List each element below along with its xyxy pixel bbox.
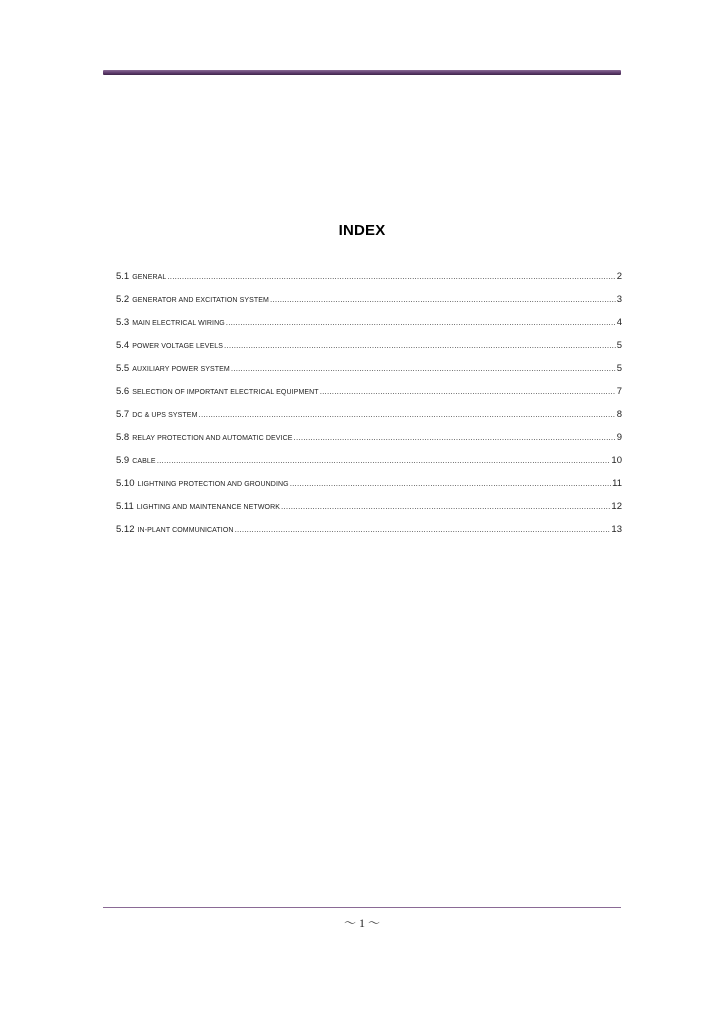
- toc-entry-title: CABLE: [132, 458, 156, 465]
- toc-entry-number: 5.11: [116, 501, 134, 512]
- toc-entry[interactable]: [116, 501, 622, 524]
- toc-entry-number: 5.12: [116, 524, 135, 535]
- toc-dot-leader: [167, 272, 615, 281]
- toc-dot-leader: [226, 318, 616, 327]
- toc-entry[interactable]: [116, 432, 622, 455]
- toc-entry-title: GENERATOR AND EXCITATION SYSTEM: [132, 297, 269, 304]
- toc-entry-number: 5.10: [116, 478, 135, 489]
- toc-entry-title: POWER VOLTAGE LEVELS: [132, 343, 224, 350]
- toc-dot-leader: [235, 525, 611, 534]
- toc-entry-title: DC & UPS SYSTEM: [132, 412, 198, 419]
- toc-entry[interactable]: [116, 455, 622, 478]
- toc-dot-leader: [157, 456, 611, 465]
- header-bar: [103, 70, 621, 75]
- toc-entry-page: 9: [616, 432, 622, 443]
- toc-dot-leader: [231, 364, 616, 373]
- toc-entry-number: 5.3: [116, 317, 130, 328]
- toc-entry[interactable]: [116, 271, 622, 294]
- toc-entry[interactable]: [116, 317, 622, 340]
- toc-entry-title: RELAY PROTECTION AND AUTOMATIC DEVICE: [132, 435, 293, 442]
- toc-entry-title: SELECTION OF IMPORTANT ELECTRICAL EQUIPMENT: [132, 389, 319, 396]
- page-number: ～ 1 ～: [343, 916, 380, 930]
- footer-rule: [103, 907, 621, 908]
- toc-entry-number: 5.8: [116, 432, 130, 443]
- toc-entry[interactable]: [116, 478, 622, 501]
- toc-entry[interactable]: [116, 386, 622, 409]
- toc-entry-number: 5.6: [116, 386, 130, 397]
- toc-entry[interactable]: [116, 409, 622, 432]
- toc-entry-page: 11: [612, 478, 622, 489]
- toc-entry-page: 5: [616, 340, 622, 351]
- toc-entry[interactable]: [116, 363, 622, 386]
- toc-entry-page: 8: [616, 409, 622, 420]
- page-title: INDEX: [338, 222, 386, 239]
- toc-dot-leader: [290, 479, 611, 488]
- toc-entry-title: LIGHTNING PROTECTION AND GROUNDING: [137, 481, 289, 488]
- toc-entry[interactable]: [116, 340, 622, 363]
- toc-dot-leader: [281, 502, 610, 511]
- toc-entry-title: MAIN ELECTRICAL WIRING: [132, 320, 225, 327]
- toc-entry-number: 5.7: [116, 409, 130, 420]
- toc-entry-title: IN-PLANT COMMUNICATION: [137, 527, 234, 534]
- toc-entry-number: 5.4: [116, 340, 130, 351]
- toc-entry-number: 5.1: [116, 271, 130, 282]
- toc-entry-page: 5: [616, 363, 622, 374]
- toc-entry-number: 5.5: [116, 363, 130, 374]
- toc-entry-title: AUXILIARY POWER SYSTEM: [132, 366, 230, 373]
- toc-entry-number: 5.2: [116, 294, 130, 305]
- toc-dot-leader: [199, 410, 616, 419]
- table-of-contents: [116, 271, 622, 547]
- toc-entry-page: 3: [616, 294, 622, 305]
- toc-entry-page: 2: [616, 271, 622, 282]
- toc-entry-page: 4: [616, 317, 622, 328]
- toc-entry-page: 10: [611, 455, 622, 466]
- toc-entry-page: 13: [611, 524, 622, 535]
- toc-entry-title: LIGHTING AND MAINTENANCE NETWORK: [136, 504, 281, 511]
- toc-entry-page: 12: [611, 501, 622, 512]
- toc-dot-leader: [294, 433, 616, 442]
- toc-dot-leader: [224, 341, 616, 350]
- toc-entry-number: 5.9: [116, 455, 130, 466]
- toc-dot-leader: [320, 387, 616, 396]
- toc-dot-leader: [270, 295, 616, 304]
- toc-entry[interactable]: [116, 294, 622, 317]
- toc-entry-title: GENERAL: [132, 274, 167, 281]
- toc-entry-page: 7: [616, 386, 622, 397]
- toc-entry[interactable]: [116, 524, 622, 547]
